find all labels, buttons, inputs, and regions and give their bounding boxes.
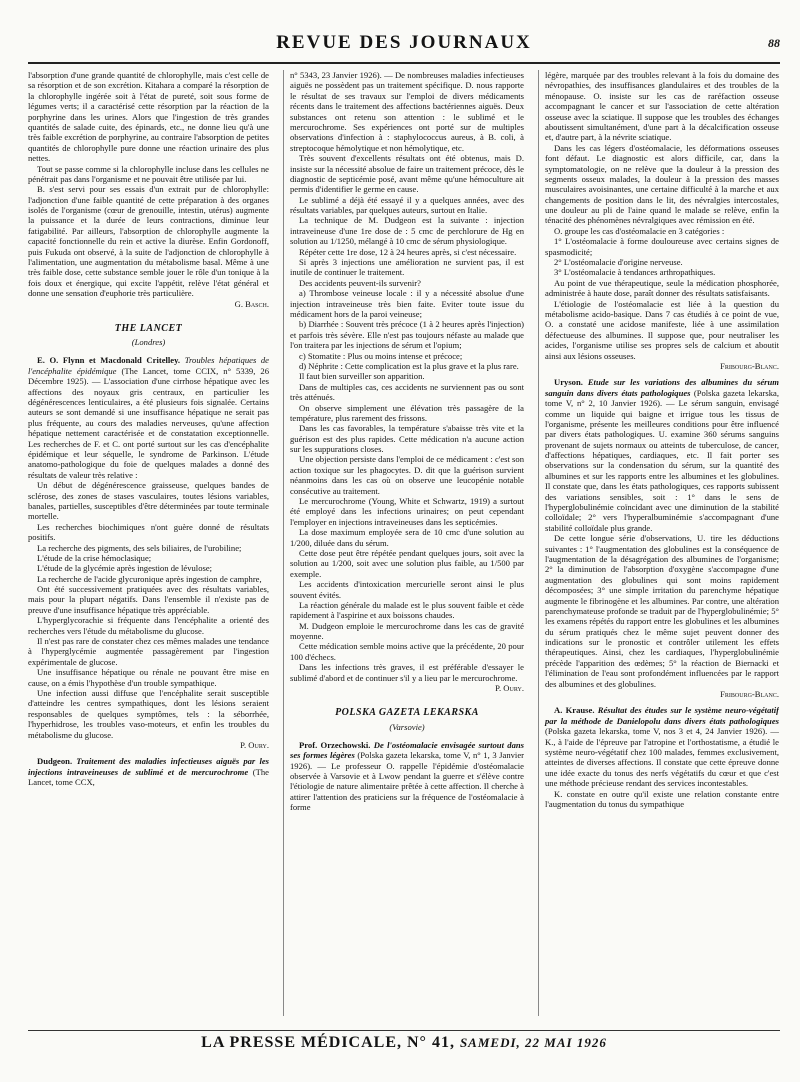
paragraph: Tout se passe comme si la chlorophylle incluse dans les cellules ne pénétrait pas dans l'organisme et ne pouvait être utilisée par lui. xyxy=(28,163,269,184)
article-reference: (The Lancet, tome CCX, xyxy=(28,766,269,788)
paragraph: 2° L'ostéomalacie d'origine nerveuse. xyxy=(554,257,683,268)
article-reference: (The Lancet, tome CCIX, n° 5339, 26 Décembre 1925). — xyxy=(28,365,269,387)
article-title: Traitement des maladies infectieuses aiguës par les injections intraveineuses de sublimé et de mercurochrome xyxy=(28,756,269,777)
page-footer xyxy=(28,1030,780,1054)
article-title: Etude sur les variations des albumines du sérum sanguin dans divers états pathologiques xyxy=(545,377,779,398)
paragraph: Le sérum sanguin, envisagé comme un liquide qui baigne et irrigue tous les tissus de l'organisme, présente les meilleures conditions pour être influencé par divers états pathologiques. U. examine 360 sérums sanguins provenant de sujets normaux ou atteints de tuberculose, de cancer, d'affections hépatiques, cardiaques, etc. Il fait porter ses observations sur la condensation du sérum, sur la quantité des albumines et sur les rapports entre les albumines et les globulines. Il constate que, dans les états pathologiques, ces rapports subissent des variations sensibles, soit : 1° dans le sens de l'hyperglobulinémie coïncidant avec une diminution de la stabilité colloïdale; 2° vers l'hyperalbuminémie s'accompagnant d'une stabilité colloïdale plus grande. xyxy=(545,398,779,533)
paragraph: Dans les infections très graves, il est préférable d'essayer le sublimé d'abord et de continuer s'il y a lieu par le mercurochrome. xyxy=(290,662,524,683)
paragraph: L'association d'une cirrhose hépatique avec les affections des noyaux gris centraux, en particulier les dégénérescences lenticulaires, a été plusieurs fois signalée. Certains auteurs se sont demandé si une insuffisance hépatique ne serait pas plus fréquente, au cours des maladies nerveuses, qu'une affection hépatique nettement caractérisée et de constatation exceptionnelle. Les recherches de F. et C. ont porté surtout sur les cas d'encéphalite épidémique et leur séquelle, le syndrome de Parkinson. L'étude anatomo-pathologique du foie de quelques malades a donné des résultats de valeur très relative : xyxy=(28,376,269,480)
paragraph: La réaction générale du malade est le plus souvent faible et cède rapidement à l'aspirine et aux boissons chaudes. xyxy=(290,599,524,621)
paragraph: B. s'est servi pour ses essais d'un extrait pur de chlorophylle: l'adjonction d'une faible quantité de cette préparation à des organes isolés de l'organisme (cœur de grenouille, intestin, utérus) augmente la puissance et la durée de leurs contractions, diminue leur fatigabilité. Par ailleurs, l'absorption de chlorophylle augmente la capacité fonctionnelle du rein et active la diurèse. Enfin Gordonoff, puis Fukuda ont observé, à la suite de l'adjonction de chlorophylle à l'alimentation, une augmentation du métabolisme basal. Même à une très faible dose, cette substance semble jouer le rôle d'un tonique à la fois doux et énergique, qui excite l'appétit, relève l'état général et donne une sensation d'euphorie très particulière. xyxy=(28,184,269,299)
paragraph: b) Diarrhée : Souvent très précoce (1 à 2 heures après l'injection) et parfois très sévère. Elle n'est pas toujours néfaste au malade que l'on traitera par les injections de sérum et l'opium; xyxy=(290,319,524,351)
article-reference: (Polska gazeta lekarska, tome V, n° 1, 3 Janvier 1926). — xyxy=(290,750,524,771)
paragraph: Dans les cas légers d'ostéomalacie, les déformations osseuses font défaut. Le diagnostic est alors difficile, car, dans la symptomatologie, on ne relève que la douleur à la pression des segments osseux malades, la douleur à la pression des masses musculaires avoisinantes, une certaine difficulté à la marche et aux changements de position dans le lit, des névralgies intercostales, une douleur au pli de l'aine quand le malade se relève, enfin la ténacité des phénomènes névralgiques avec rémission en été. xyxy=(545,142,779,226)
paragraph: Une infection aussi diffuse que l'encéphalite serait susceptible d'atteindre les centres sympathiques, dont les lésions seraient responsables de quelques symptômes, tels : la séborrhée, l'hyperhidrose, les troubles vaso-moteurs, et enfin les troubles du métabolisme du glucose. xyxy=(28,687,269,740)
paragraph: Des accidents peuvent-ils survenir? xyxy=(299,277,421,288)
paragraph: On observe simplement une élévation très passagère de la température, plus rarement des frissons. xyxy=(290,402,524,423)
paragraph: Il faut bien surveiller son apparition. xyxy=(299,371,425,382)
paragraph: Il n'est pas rare de constater chez ces mêmes malades une tendance à l'hyperglycémie augmentée passagèrement par l'ingestion expérimentale de glucose. xyxy=(28,636,269,667)
paragraph: Au point de vue thérapeutique, seule la médication phosphorée, administrée à haute dose, paraît donner des résultats satisfaisants. xyxy=(545,277,779,299)
author-signature: P. Oury. xyxy=(495,683,524,694)
paragraph: La dose maximum employée sera de 10 cmc d'une solution au 1/200, diluée dans du sérum. xyxy=(290,527,524,548)
paragraph: 3° L'ostéomalacie à tendances arthropathiques. xyxy=(554,267,716,278)
paragraph: O. groupe les cas d'ostéomalacie en 3 catégories : xyxy=(554,225,725,236)
article-authors: Dudgeon. xyxy=(37,756,73,767)
author-signature: P. Oury. xyxy=(240,739,269,750)
article-authors: Uryson. xyxy=(554,377,583,388)
paragraph: Si après 3 injections une amélioration ne survient pas, il est inutile de continuer le traitement. xyxy=(290,257,524,278)
paragraph: c) Stomatite : Plus ou moins intense et précoce; xyxy=(299,350,463,361)
article-title: Résultat des études sur le système neuro-végétatif par la méthode de Danielopolu dans divers états pathologiques xyxy=(545,705,779,726)
paragraph: Le mercurochrome (Young, White et Schwartz, 1919) a surtout été employé dans les infections urinaires; on peut cependant l'employer en injections intraveineuses dans les septicémies. xyxy=(290,496,524,527)
paragraph: Le sublimé a déjà été essayé il y a quelques années, avec des résultats variables, par quelques auteurs, surtout en Italie. xyxy=(290,194,524,216)
paragraph: légère, marquée par des troubles relevant à la fois du domaine des névropathies, des insuffisances glandulaires et des troubles de la ménopause. O. insiste sur les cas de raréfaction osseuse accompagnant le cancer et sur l'association de cette altération osseuse avec la sciatique. Il suppose que les troubles des échanges aboutissent simultanément, d'une part à la décalcification osseuse et, d'autre part, à la névrite sciatique. xyxy=(545,70,779,143)
paragraph: Les accidents d'intoxication mercurielle seront ainsi le plus souvent évités. xyxy=(290,579,524,600)
paragraph: Ont été successivement pratiquées avec des résultats variables, mais pour la plupart négatifs. Dans l'ensemble il n'existe pas de preuve d'une insuffisance hépatique très appréciable. xyxy=(28,584,269,615)
journal-heading: THE LANCET xyxy=(114,322,183,334)
page-number: 88 xyxy=(768,36,780,50)
column-left xyxy=(28,70,269,1016)
author-signature: Fribourg-Blanc. xyxy=(720,689,779,700)
journal-city: (Londres) xyxy=(131,337,166,348)
paragraph: Un début de dégénérescence graisseuse, quelques bandes de sclérose, des zones de stases vasculaires, toutes lésions variables, banales, partielles, susceptibles d'être déterminées par toute terminale mortelle. xyxy=(28,480,269,522)
paragraph: L'étude de la crise hémoclasique; xyxy=(37,552,152,563)
paragraph: Une objection persiste dans l'emploi de ce médicament : c'est son action toxique sur les phagocytes. D. dit que la guérison survient néanmoins dans les cas où on observe une leucopénie notable consécutive au traitement. xyxy=(290,454,524,496)
article-reference: (Polska gazeta lekarska, tome V, n° 2, 10 Janvier 1926). — xyxy=(545,387,779,409)
journal-heading: POLSKA GAZETA LEKARSKA xyxy=(335,707,479,719)
paragraph: L'hyperglycorachie si fréquente dans l'encéphalite a orienté des recherches vers l'étude du métabolisme du glucose. xyxy=(28,615,269,636)
paragraph: Cette médication semble moins active que la précédente, 20 pour 100 d'échecs. xyxy=(290,641,524,662)
article-title: De l'ostéomalacie envisagée surtout dans ses formes légères xyxy=(290,739,524,761)
footer-journal: LA PRESSE MÉDICALE, N° 41, xyxy=(201,1034,455,1051)
column-right xyxy=(538,70,779,1016)
paragraph: K., à l'aide de l'épreuve par l'atropine et l'orthostatisme, a étudié le système neuro-végétatif chez 100 malades, femmes exclusivement, atteintes de diverses affections. Il constate que cette épreuve donne une idée exacte du tonus des nerfs végétatifs du cœur et que c'est une méthode précieuse rendant des services incontestables. xyxy=(545,736,779,789)
paragraph: Dans les cas favorables, la température s'abaisse très vite et la guérison est des plus rapides. Cette médication n'a aucune action sur les suppurations closes. xyxy=(290,423,524,455)
paragraph: Le professeur O. rappelle l'épidémie d'ostéomalacie observée à Varsovie et à Lwow pendant la guerre et s'élève contre l'étiologie de nature alimentaire prêtée à cette affection. Il cherche à attirer l'attention des praticiens sur la fréquence de l'ostéomalacie à forme xyxy=(290,760,524,813)
running-title: REVUE DES JOURNAUX xyxy=(276,32,532,53)
three-column-body xyxy=(28,70,780,1016)
article-authors: Prof. Orzechowski. xyxy=(299,739,371,750)
paragraph: M. Dudgeon emploie le mercurochrome dans les cas de gravité moyenne. xyxy=(290,620,524,642)
paragraph: Très souvent d'excellents résultats ont été obtenus, mais D. insiste sur la nécessité absolue de faire un traitement précoce, dès le diagnostic de septicémie posé, avant même qu'une hémoculture ait permis d'identifier le germe en cause. xyxy=(290,153,524,195)
paragraph: Cette dose peut être répétée pendant quelques jours, soit avec la solution au 1/200, soit avec une solution plus faible, au 1/500 par exemple. xyxy=(290,547,524,579)
article-authors: A. Krause. xyxy=(554,705,595,716)
paragraph: n° 5343, 23 Janvier 1926). — De nombreuses maladies infectieuses aiguës ne possèdent pas un traitement spécifique. D. nous rapporte le résultat de ses travaux sur l'emploi de divers médicaments récents dans le traitement des affections bactériennes aiguës. Deux substances ont retenu son attention : le sublimé et le mercurochrome. Ses expériences ont porté sur de multiples observations d'infection à : staphylococcus aureus, à B. coli, à streptocoque hémolytique et non hémolytique, etc. xyxy=(290,70,524,153)
author-signature: Fribourg-Blanc. xyxy=(720,360,779,371)
paragraph: Les recherches biochimiques n'ont guère donné de résultats positifs. xyxy=(28,521,269,543)
journal-city: (Varsovie) xyxy=(389,721,425,732)
paragraph: d) Néphrite : Cette complication est la plus grave et la plus rare. xyxy=(299,360,519,371)
page-header xyxy=(28,28,780,64)
paragraph: De cette longue série d'observations, U. tire les déductions suivantes : 1° l'augmentation des globulines est la conséquence de l'augmentation de la désagrégation des albumines de l'organisme; 2° la diminution de l'absorption d'oxygène s'accompagne d'une augmentation des globulines qui sont moins rapidement décomposées; 3° une simple irritation du parenchyme hépatique augmente le fibrinogène et les albumines. Par contre, une altération parenchymateuse profonde se traduit par de l'hyperglobulinémie; 5° les examens répétés du rapport entre les globulines et les albumines du sérum pratiqués chez le même sujet peuvent donner des indications sur le pronostic et contrôler utilement les effets thérapeutiques. Ainsi, chez les cardiaques, l'hyperglobulinémie précède l'apparition des œdèmes; 5° la réaction de Biernacki et l'élimination de l'eau sont profondément influencées par le rapport des albumines et des globulines. xyxy=(545,533,779,689)
paragraph: a) Thrombose veineuse locale : il y a nécessité absolue d'une injection intraveineuse très bien faite. Eviter toute issue du médicament hors de la paroi veineuse; xyxy=(290,288,524,319)
paragraph: L'étiologie de l'ostéomalacie est liée à la question du métabolisme acido-basique. Dans 7 cas étudiés à ce point de vue, O. a constaté une acidose manifeste, liée à une assimilation défectueuse des albumines. Il suppose que, pour neutraliser les acides, l'organisme utilise ses propres sels de calcium et aboutit ainsi aux lésions osseuses. xyxy=(545,298,779,361)
article-title: Troubles hépatiques de l'encéphalite épidémique xyxy=(28,355,269,376)
paragraph: La recherche de l'acide glycuronique après ingestion de camphre, xyxy=(37,573,262,584)
footer-date: SAMEDI, 22 MAI 1926 xyxy=(459,1035,607,1050)
paragraph: L'étude de la glycémie après ingestion de lévulose; xyxy=(37,563,213,574)
paragraph: K. constate en outre qu'il existe une relation constante entre l'augmentation du tonus du sympathique xyxy=(545,788,779,809)
paragraph: Dans de multiples cas, ces accidents ne surviennent pas ou sont très atténués. xyxy=(290,381,524,403)
column-middle xyxy=(283,70,524,1016)
article-authors: E. O. Flynn et Macdonald Critelley. xyxy=(37,355,181,366)
paragraph: Une insuffisance hépatique ou rénale ne pouvant être mise en cause, on a émis l'hypothèse d'un trouble sympathique. xyxy=(28,667,269,688)
paragraph: La recherche des pigments, des sels biliaires, de l'urobiline; xyxy=(37,542,242,553)
article-reference: (Polska gazeta lekarska, tome V, nos 3 et 4, 24 Janvier 1926). — xyxy=(545,726,779,737)
paragraph: 1° L'ostéomalacie à forme douloureuse avec certains signes de spasmodicité; xyxy=(545,236,779,257)
paragraph: Répéter cette 1re dose, 12 à 24 heures après, si c'est nécessaire. xyxy=(299,246,517,257)
paragraph: La technique de M. Dudgeon est la suivante : injection intraveineuse d'une 1re dose de : 5 cmc de perchlorure de Hg en solution au 1/1250, mélangé à 10 cmc de sérum physiologique. xyxy=(290,215,524,247)
paragraph: l'absorption d'une grande quantité de chlorophylle, mais c'est celle de sa résorption et de son excrétion. Kitahara a comparé la résorption de la chlorophylle ingérée soit à l'état de pureté, soit sous forme de légumes verts; il a caractérisé cette résorption par la réaction de la porphyrine dans les urines. Alors que l'ingestion de très grandes quantités de salade cuite, des épinards, etc., ne donne lieu qu'à une très faible excrétion de porphyrine, au contraire l'absorption de petites quantités de chlorophylle pure donne une réaction urinaire des plus nettes. xyxy=(28,70,269,164)
author-signature: G. Basch. xyxy=(234,298,269,309)
